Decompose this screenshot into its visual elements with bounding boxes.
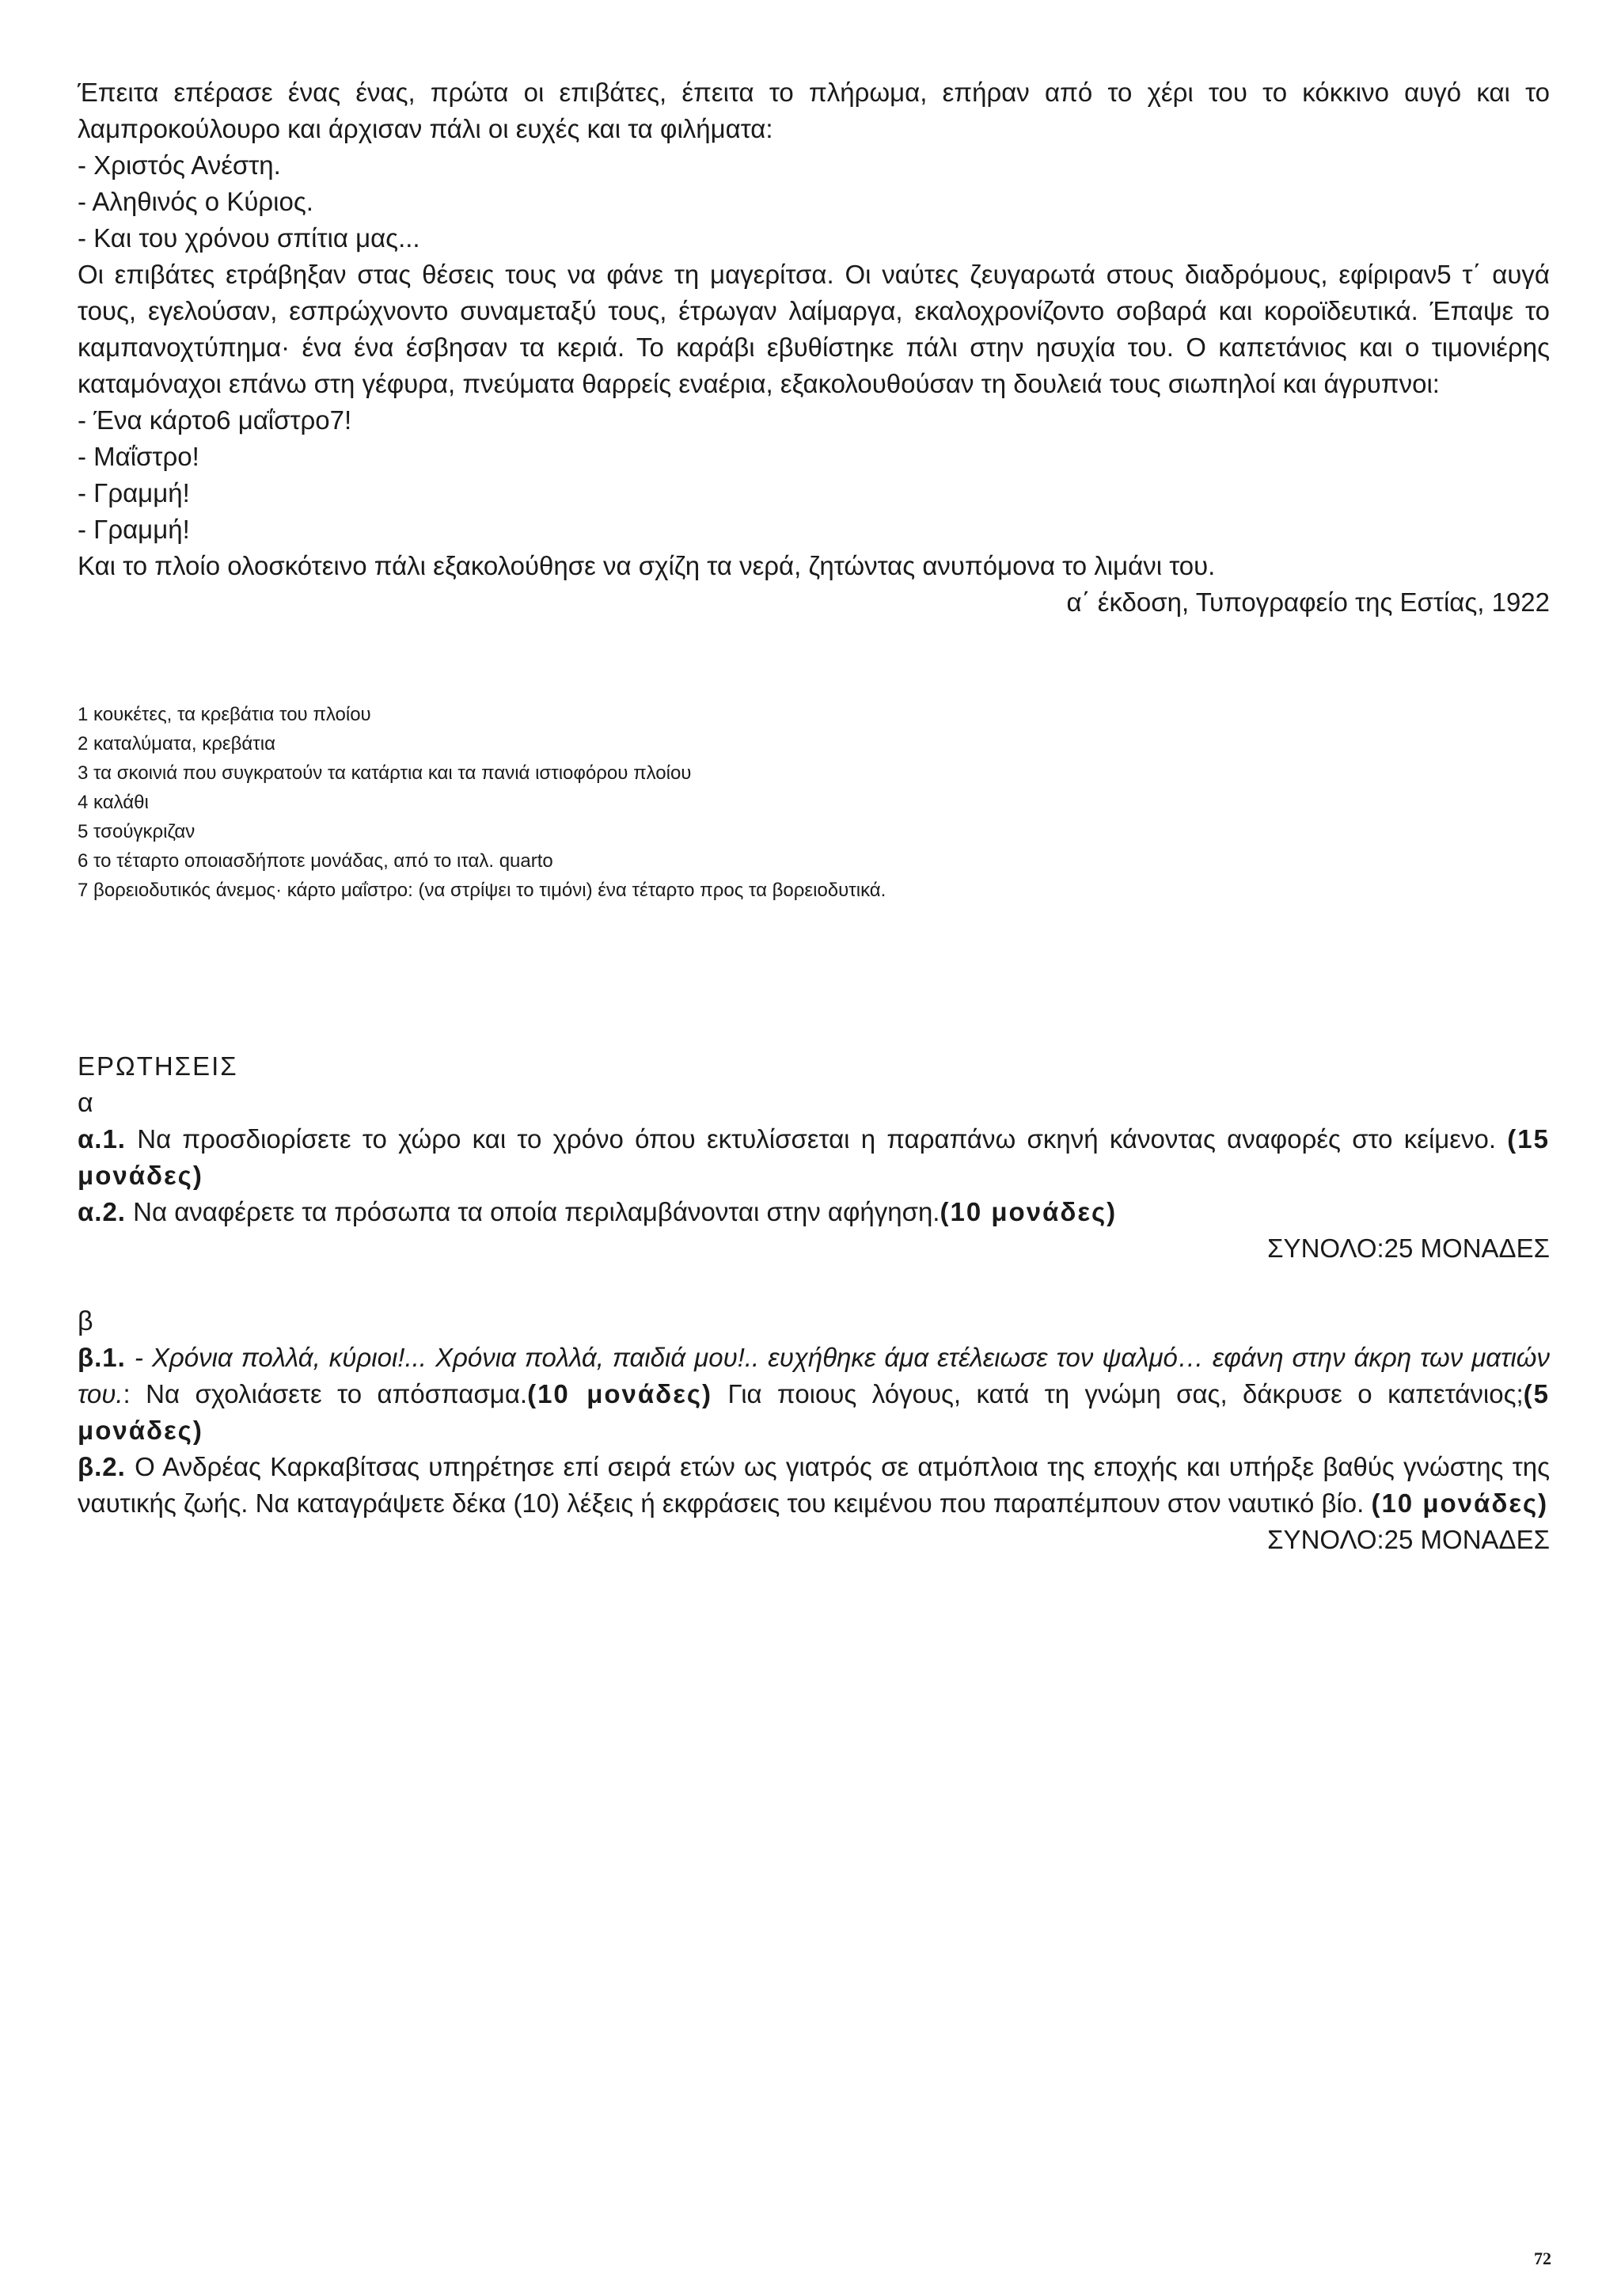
footnote: 7 βορειοδυτικός άνεμος· κάρτο μαΐστρο: (να στρίψει το τιμόνι) ένα τέταρτο προς τα βορειοδυτικά.	[78, 880, 886, 901]
spacer	[78, 1267, 1550, 1303]
footnote: 5 τσούγκριζαν	[78, 821, 196, 842]
question-number: α.2.	[78, 1197, 126, 1226]
question-dash: -	[125, 1343, 152, 1372]
footnote: 1 κουκέτες, τα κρεβάτια του πλοίου	[78, 704, 371, 725]
dialogue-line: - Γραμμή!	[78, 478, 190, 507]
question-number: β.1.	[78, 1343, 126, 1372]
dialogue-line: - Χριστός Ανέστη.	[78, 150, 281, 180]
dialogue-line: - Ένα κάρτο6 μαΐστρο7!	[78, 405, 352, 435]
dialogue-line: - Και του χρόνου σπίτια μας...	[78, 223, 420, 253]
question-text: Να προσδιορίσετε το χώρο και το χρόνο όπου εκτυλίσσεται η παραπάνω σκηνή κάνοντας αναφορές στο κείμενο.	[125, 1124, 1508, 1154]
section-a-label: α	[78, 1088, 93, 1118]
question-b1	[78, 1340, 1550, 1449]
question-text: Για ποιους λόγους, κατά τη γνώμη σας, δάκρυσε ο καπετάνιος;	[712, 1379, 1524, 1408]
footnote: 4 καλάθι	[78, 792, 149, 813]
questions-heading: ΕΡΩΤΗΣΕΙΣ	[78, 1051, 238, 1081]
dialogue-line: - Γραμμή!	[78, 515, 190, 544]
question-text: Να αναφέρετε τα πρόσωπα τα οποία περιλαμβάνονται στην αφήγηση.	[125, 1197, 940, 1226]
section-total: ΣΥΝΟΛΟ:25 ΜΟΝΑΔΕΣ	[1267, 1525, 1550, 1554]
questions-section	[78, 1048, 1550, 1558]
question-text: : Να σχολιάσετε το απόσπασμα.	[123, 1379, 528, 1408]
paragraph: Και το πλοίο ολοσκότεινο πάλι εξακολούθησε να σχίζη τα νερά, ζητώντας ανυπόμονα το λιμάνι του.	[78, 551, 1216, 580]
question-a1	[78, 1121, 1550, 1194]
paragraph: Έπειτα επέρασε ένας ένας, πρώτα οι επιβάτες, έπειτα το πλήρωμα, επήραν από το χέρι του το κόκκινο αυγό και το λαμπροκούλουρο και άρχισαν πάλι οι ευχές και τα φιλήματα:	[78, 78, 1550, 143]
question-a2	[78, 1194, 1550, 1230]
footnote: 6 το τέταρτο οποιασδήποτε μονάδας, από το ιταλ. quarto	[78, 850, 553, 872]
section-b-label: β	[78, 1306, 93, 1336]
question-number: α.1.	[78, 1124, 126, 1154]
question-marks: (15 μονάδες)	[78, 1124, 1550, 1190]
page-number: 72	[1534, 2248, 1551, 2268]
footnote: 2 καταλύματα, κρεβάτια	[78, 733, 275, 755]
story-passage	[78, 74, 1550, 621]
footnotes	[78, 700, 1344, 905]
question-marks: (10 μονάδες)	[527, 1379, 713, 1408]
question-marks: (5 μονάδες)	[78, 1379, 1550, 1445]
question-quote: Χρόνια πολλά, κύριοι!... Χρόνια πολλά, παιδιά μου!.. ευχήθηκε άμα ετέλειωσε τον ψαλμό… εφάνη στην άκρη των ματιών του.	[78, 1343, 1550, 1408]
question-b2	[78, 1449, 1550, 1522]
question-marks: (10 μονάδες)	[940, 1197, 1118, 1226]
question-text: Ο Ανδρέας Καρκαβίτσας υπηρέτησε επί σειρά ετών ως γιατρός σε ατμόπλοια της εποχής και υπήρξε βαθύς γνώστης της ναυτικής ζωής. Να καταγράψετε δέκα (10) λέξεις ή εκφράσεις του κειμένου που παραπέμπουν στον ναυτικό βίο.	[78, 1452, 1550, 1518]
section-total: ΣΥΝΟΛΟ:25 ΜΟΝΑΔΕΣ	[1267, 1234, 1550, 1263]
question-number: β.2.	[78, 1452, 126, 1481]
dialogue-line: - Μαΐστρο!	[78, 442, 199, 471]
source-citation: α΄ έκδοση, Τυπογραφείο της Εστίας, 1922	[1066, 587, 1550, 617]
paragraph: Οι επιβάτες ετράβηξαν στας θέσεις τους να φάνε τη μαγερίτσα. Οι ναύτες ζευγαρωτά στους διαδρόμους, εφίριραν5 τ΄ αυγά τους, εγελούσαν, εσπρώχνοντο συναμεταξύ τους, έτρωγαν λαίμαργα, εκαλοχρονίζοντο σοβαρά και κοροϊδευτικά. Έπαψε το καμπανοχτύπημα· ένα ένα έσβησαν τα κεριά. Το καράβι εβυθίστηκε πάλι στην ησυχία του. Ο καπετάνιος και ο τιμονιέρης καταμόναχοι επάνω στη γέφυρα, πνεύματα θαρρείς εναέρια, εξακολουθούσαν τη δουλειά τους σιωπηλοί και άγρυπνοι:	[78, 260, 1550, 398]
dialogue-line: - Αληθινός ο Κύριος.	[78, 187, 313, 216]
question-marks: (10 μονάδες)	[1371, 1488, 1549, 1518]
footnote: 3 τα σκοινιά που συγκρατούν τα κατάρτια και τα πανιά ιστιοφόρου πλοίου	[78, 762, 692, 784]
